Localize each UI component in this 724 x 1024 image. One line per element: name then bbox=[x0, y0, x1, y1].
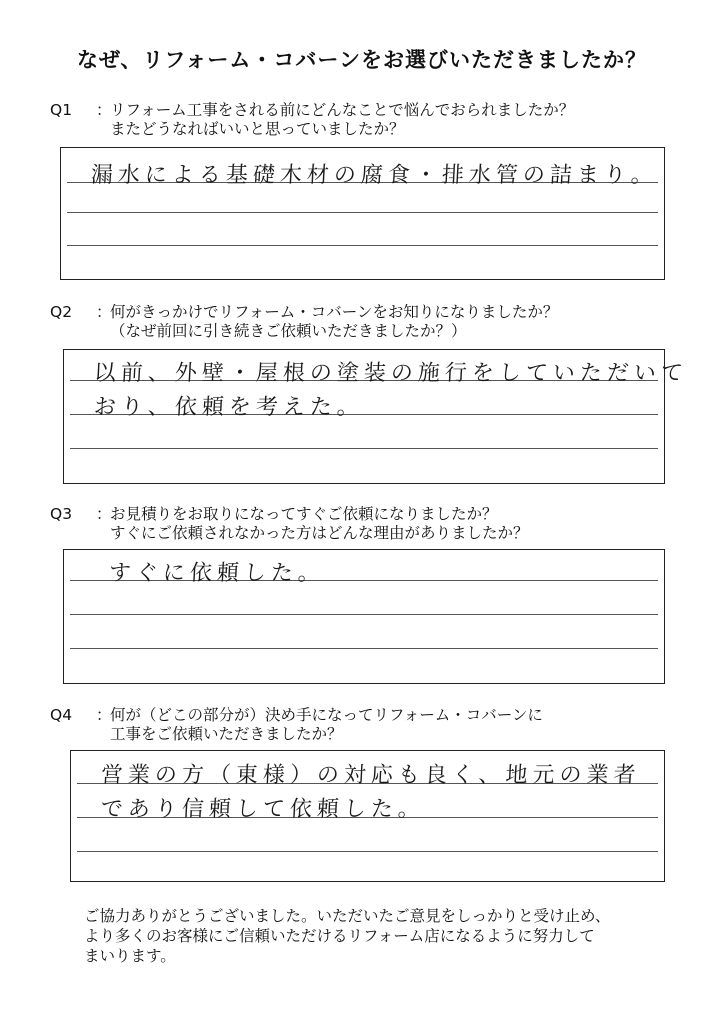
ruled-line bbox=[67, 212, 658, 213]
question-colon: ： bbox=[96, 303, 112, 321]
question-text-line: （なぜ前回に引き続きご依頼いただきましたか？） bbox=[110, 322, 467, 340]
closing-message bbox=[84, 906, 610, 966]
question-number: Q2 bbox=[50, 303, 73, 321]
handwritten-answer-line: であり信頼して依頼した。 bbox=[100, 797, 426, 822]
question-number: Q1 bbox=[50, 101, 73, 119]
closing-line: まいります。 bbox=[84, 947, 176, 965]
question-number: Q4 bbox=[50, 706, 73, 724]
ruled-line bbox=[70, 614, 658, 615]
handwritten-answer-line: 営業の方（東様）の対応も良く、地元の業者 bbox=[100, 763, 642, 788]
page-title: なぜ、リフォーム・コバーンをお選びいただきましたか？ bbox=[77, 48, 647, 72]
answer-box-2 bbox=[63, 349, 689, 484]
question-text-line: お見積りをお取りになってすぐご依頼になりましたか？ bbox=[110, 505, 498, 523]
ruled-line bbox=[77, 851, 658, 852]
question-text-line: すぐにご依頼されなかった方はどんな理由がありましたか？ bbox=[110, 524, 529, 542]
handwritten-answer-line: 漏水による基礎木材の腐食・排水管の詰まり。 bbox=[90, 163, 659, 188]
handwritten-answer-line: おり、依頼を考えた。 bbox=[93, 395, 365, 420]
question-text-line: リフォーム工事をされる前にどんなことで悩んでおられましたか？ bbox=[110, 101, 575, 119]
ruled-line bbox=[67, 245, 658, 246]
ruled-line bbox=[70, 648, 658, 649]
question-text-line: 工事をご依頼いただきましたか？ bbox=[110, 725, 343, 743]
handwritten-answer-line: 以前、外壁・屋根の塗装の施行をしていただいて bbox=[93, 361, 689, 386]
closing-line: より多くのお客様にご信頼いただけるリフォーム店になるように努力して bbox=[84, 927, 595, 945]
question-colon: ： bbox=[96, 101, 112, 119]
question-text-line: 何がきっかけでリフォーム・コバーンをお知りになりましたか？ bbox=[110, 303, 559, 321]
question-colon: ： bbox=[96, 505, 112, 523]
question-text-line: またどうなればいいと思っていましたか？ bbox=[110, 120, 405, 138]
answer-box-1 bbox=[60, 147, 665, 280]
question-colon: ： bbox=[96, 706, 112, 724]
question-number: Q3 bbox=[50, 505, 73, 523]
ruled-line bbox=[70, 448, 658, 449]
question-text-line: 何が（どこの部分が）決め手になってリフォーム・コバーンに bbox=[110, 706, 543, 724]
handwritten-answer-line: すぐに依頼した。 bbox=[108, 561, 326, 586]
closing-line: ご協力ありがとうございました。いただいたご意見をしっかりと受け止め、 bbox=[84, 907, 611, 925]
answer-box-4 bbox=[70, 750, 665, 882]
answer-box-3 bbox=[63, 549, 665, 684]
